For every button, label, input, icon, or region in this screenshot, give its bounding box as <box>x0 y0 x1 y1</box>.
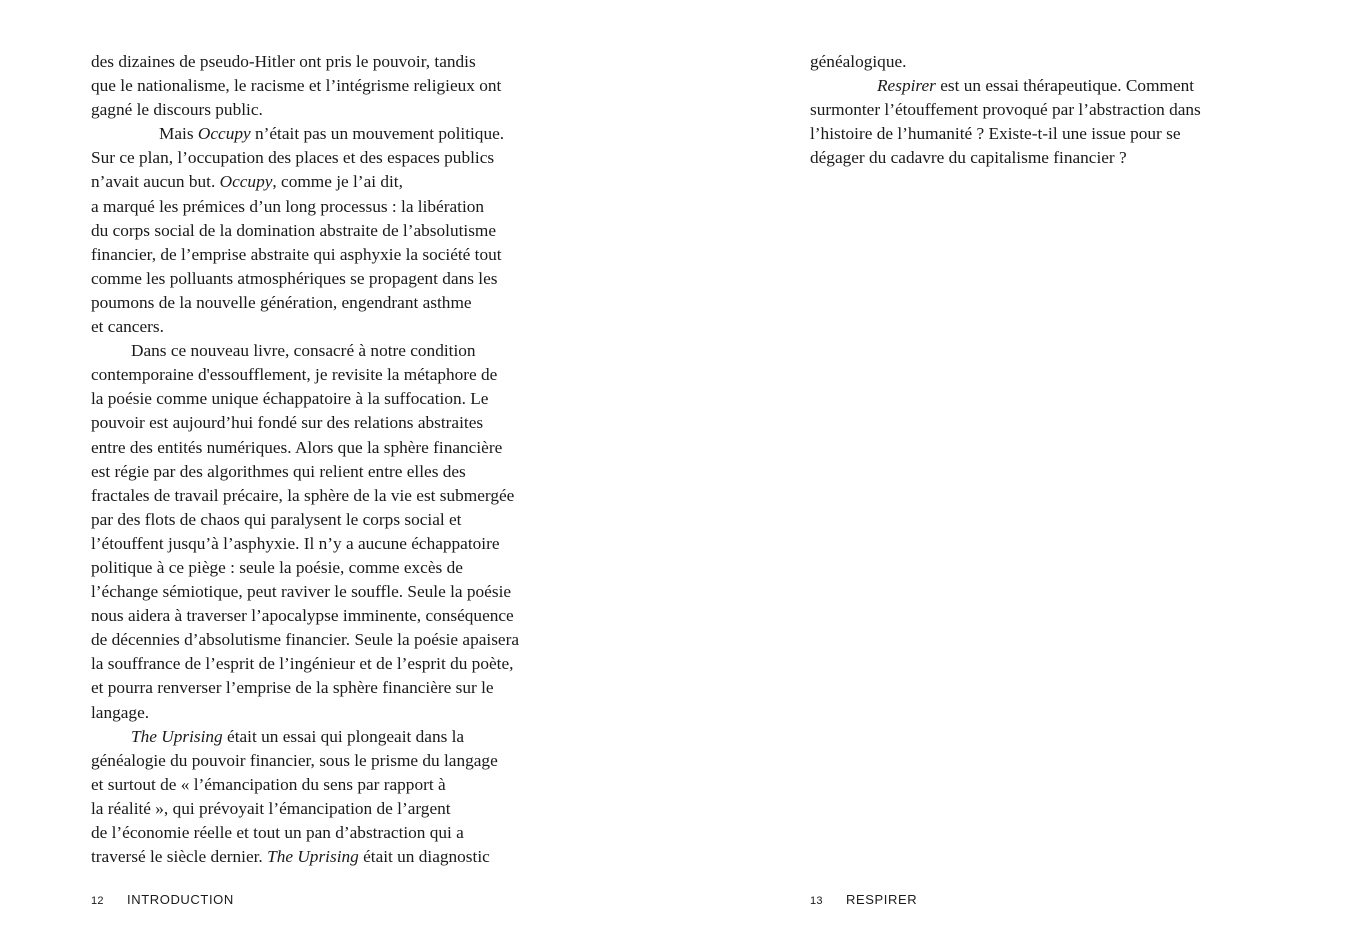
italic-title: Occupy <box>219 172 273 192</box>
right-page-body <box>810 50 1280 170</box>
text-line: Respirer est un essai thérapeutique. Comment <box>877 76 1195 96</box>
text-line: Dans ce nouveau livre, consacré à notre condition <box>131 341 476 361</box>
text-line: de l’économie réelle et tout un pan d’abstraction qui a <box>91 823 464 842</box>
text-line: pouvoir est aujourd’hui fondé sur des relations abstraites <box>91 413 484 433</box>
text-line: nous aidera à traverser l’apocalypse imminente, conséquence <box>91 606 514 626</box>
text-line: dégager du cadavre du capitalisme financier ? <box>810 148 1127 168</box>
text-line: de décennies d’absolutisme financier. Seule la poésie apaisera <box>91 630 520 650</box>
text-line: la poésie comme unique échappatoire à la suffocation. Le <box>91 389 489 409</box>
text-line: généalogique. <box>810 52 907 71</box>
left-page-footer <box>91 892 234 907</box>
italic-title: Respirer <box>877 76 936 96</box>
italic-title: The Uprising <box>131 726 223 746</box>
text-line: comme les polluants atmosphériques se propagent dans les <box>91 268 498 288</box>
italic-title: The Uprising <box>267 847 359 867</box>
text-line: la souffrance de l’esprit de l’ingénieur et de l’esprit du poète, <box>91 654 514 674</box>
page-number: 13 <box>810 895 823 907</box>
text-line: traversé le siècle dernier. The Uprising était un diagnostic <box>91 847 490 867</box>
right-page-footer <box>810 892 917 907</box>
text-line: Mais Occupy n’était pas un mouvement politique. <box>159 124 505 144</box>
text-line: surmonter l’étouffement provoqué par l’abstraction dans <box>810 100 1201 120</box>
text-line: des dizaines de pseudo-Hitler ont pris le pouvoir, tandis <box>91 52 476 71</box>
text-line: gagné le discours public. <box>91 100 263 120</box>
running-head: INTRODUCTION <box>127 892 234 907</box>
text-line: poumons de la nouvelle génération, engendrant asthme <box>91 292 472 312</box>
text-line: entre des entités numériques. Alors que la sphère financière <box>91 437 503 457</box>
text-line: et cancers. <box>91 317 164 337</box>
text-line: que le nationalisme, le racisme et l’intégrisme religieux ont <box>91 76 502 96</box>
text-line: langage. <box>91 702 150 722</box>
text-line: The Uprising était un essai qui plongeait dans la <box>131 726 465 746</box>
text-line: financier, de l’emprise abstraite qui asphyxie la société tout <box>91 244 502 264</box>
text-line: l’échange sémiotique, peut raviver le souffle. Seule la poésie <box>91 582 512 602</box>
text-line: l’étouffent jusqu’à l’asphyxie. Il n’y a aucune échappatoire <box>91 533 500 553</box>
text-line: généalogie du pouvoir financier, sous le prisme du langage <box>91 750 498 770</box>
text-line: est régie par des algorithmes qui relient entre elles des <box>91 461 466 481</box>
text-line: n’avait aucun but. Occupy, comme je l’ai dit, <box>91 172 403 192</box>
text-line: la réalité », qui prévoyait l’émancipation de l’argent <box>91 798 451 818</box>
text-line: et surtout de « l’émancipation du sens par rapport à <box>91 774 446 794</box>
text-line: et pourra renverser l’emprise de la sphère financière sur le <box>91 678 494 698</box>
text-line: contemporaine d'essoufflement, je revisite la métaphore de <box>91 365 498 385</box>
page-number: 12 <box>91 895 104 907</box>
text-line: Sur ce plan, l’occupation des places et des espaces publics <box>91 148 495 168</box>
text-line: l’histoire de l’humanité ? Existe-t-il une issue pour se <box>810 124 1181 144</box>
left-page-body <box>91 50 561 869</box>
running-head: RESPIRER <box>846 892 918 907</box>
text-line: du corps social de la domination abstraite de l’absolutisme <box>91 220 497 240</box>
text-line: a marqué les prémices d’un long processus : la libération <box>91 196 485 216</box>
text-line: par des flots de chaos qui paralysent le corps social et <box>91 509 462 529</box>
right-page <box>675 0 1350 949</box>
text-line: fractales de travail précaire, la sphère de la vie est submergée <box>91 485 515 505</box>
text-line: politique à ce piège : seule la poésie, comme excès de <box>91 557 463 577</box>
italic-title: Occupy <box>197 124 251 144</box>
